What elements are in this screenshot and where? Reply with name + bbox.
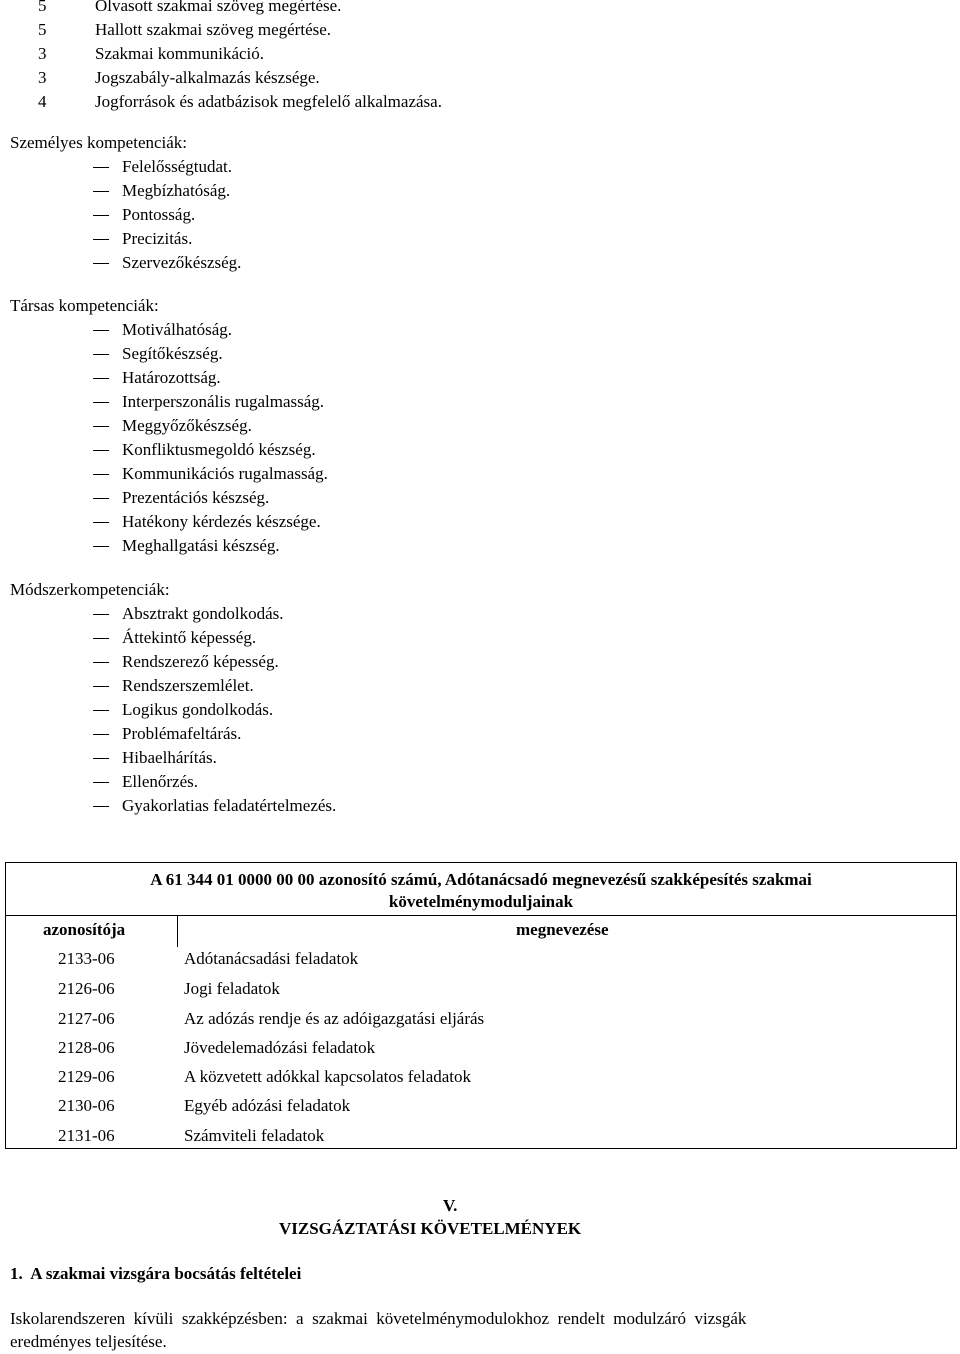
table-cell-name: Jövedelemadózási feladatok xyxy=(184,1038,376,1057)
dash-bullet xyxy=(93,806,109,807)
list-item: Interperszonális rugalmasság. xyxy=(122,392,325,411)
paragraph-line: eredményes teljesítése. xyxy=(10,1332,167,1351)
dash-bullet xyxy=(93,546,109,547)
dash-bullet xyxy=(93,330,109,331)
list-item: Problémafeltárás. xyxy=(122,724,242,743)
dash-bullet xyxy=(93,498,109,499)
dash-bullet xyxy=(93,354,109,355)
section-number: V. xyxy=(443,1196,458,1215)
dash-bullet xyxy=(93,522,109,523)
section-heading: Társas kompetenciák: xyxy=(10,296,159,315)
dash-bullet xyxy=(93,450,109,451)
dash-bullet xyxy=(93,710,109,711)
skill-level: 5 xyxy=(38,0,47,15)
list-item: Áttekintő képesség. xyxy=(122,628,257,647)
list-item: Meghallgatási készség. xyxy=(122,536,280,555)
table-title: A 61 344 01 0000 00 00 azonosító számú, Adótanácsadó megnevezésű szakképesítés szakmai xyxy=(150,870,812,889)
dash-bullet xyxy=(93,191,109,192)
column-header-name: megnevezése xyxy=(516,920,609,939)
table-cell-name: Az adózás rendje és az adóigazgatási eljárás xyxy=(184,1009,485,1028)
dash-bullet xyxy=(93,426,109,427)
column-header-id: azonosítója xyxy=(43,920,126,939)
skill-text: Olvasott szakmai szöveg megértése. xyxy=(95,0,342,15)
paragraph-line: Iskolarendszeren kívüli szakképzésben: a szakmai követelménymodulokhoz rendelt modulzáró vizsgák xyxy=(10,1309,747,1328)
list-item: Hibaelhárítás. xyxy=(122,748,217,767)
dash-bullet xyxy=(93,239,109,240)
table-cell-id: 2127-06 xyxy=(58,1009,115,1028)
dash-bullet xyxy=(93,782,109,783)
list-item: Hatékony kérdezés készsége. xyxy=(122,512,321,531)
dash-bullet xyxy=(93,686,109,687)
list-item: Motiválhatóság. xyxy=(122,320,233,339)
skill-level: 3 xyxy=(38,68,47,87)
dash-bullet xyxy=(93,167,109,168)
dash-bullet xyxy=(93,215,109,216)
dash-bullet xyxy=(93,758,109,759)
list-item: Rendszerszemlélet. xyxy=(122,676,254,695)
list-item: Konfliktusmegoldó készség. xyxy=(122,440,316,459)
list-item: Logikus gondolkodás. xyxy=(122,700,274,719)
table-cell-id: 2133-06 xyxy=(58,949,115,968)
dash-bullet xyxy=(93,662,109,663)
table-cell-id: 2130-06 xyxy=(58,1096,115,1115)
skill-text: Hallott szakmai szöveg megértése. xyxy=(95,20,332,39)
skill-level: 5 xyxy=(38,20,47,39)
table-cell-name: Számviteli feladatok xyxy=(184,1126,325,1145)
table-divider xyxy=(5,915,957,916)
dash-bullet xyxy=(93,638,109,639)
list-item: Prezentációs készség. xyxy=(122,488,270,507)
table-cell-name: Adótanácsadási feladatok xyxy=(184,949,359,968)
skill-text: Jogforrások és adatbázisok megfelelő alkalmazása. xyxy=(95,92,442,111)
list-item: Segítőkészség. xyxy=(122,344,223,363)
table-title-line2: követelménymoduljainak xyxy=(388,892,574,911)
dash-bullet xyxy=(93,402,109,403)
list-item: Rendszerező képesség. xyxy=(122,652,279,671)
skill-text: Szakmai kommunikáció. xyxy=(95,44,265,63)
list-item: Szervezőkészség. xyxy=(122,253,242,272)
section-title: VIZSGÁZTATÁSI KÖVETELMÉNYEK xyxy=(279,1219,582,1238)
table-cell-id: 2126-06 xyxy=(58,979,115,998)
table-cell-id: 2129-06 xyxy=(58,1067,115,1086)
table-cell-name: Jogi feladatok xyxy=(184,979,280,998)
sub-heading: 1. A szakmai vizsgára bocsátás feltételei xyxy=(10,1264,302,1283)
dash-bullet xyxy=(93,474,109,475)
list-item: Absztrakt gondolkodás. xyxy=(122,604,284,623)
dash-bullet xyxy=(93,263,109,264)
list-item: Precizitás. xyxy=(122,229,193,248)
list-item: Gyakorlatias feladatértelmezés. xyxy=(122,796,337,815)
dash-bullet xyxy=(93,734,109,735)
list-item: Meggyőzőkészség. xyxy=(122,416,252,435)
table-cell-name: Egyéb adózási feladatok xyxy=(184,1096,351,1115)
list-item: Ellenőrzés. xyxy=(122,772,198,791)
table-cell-id: 2131-06 xyxy=(58,1126,115,1145)
list-item: Határozottság. xyxy=(122,368,221,387)
list-item: Felelősségtudat. xyxy=(122,157,233,176)
dash-bullet xyxy=(93,614,109,615)
skill-level: 4 xyxy=(38,92,47,111)
skill-text: Jogszabály-alkalmazás készsége. xyxy=(95,68,320,87)
list-item: Pontosság. xyxy=(122,205,196,224)
table-cell-name: A közvetett adókkal kapcsolatos feladatok xyxy=(184,1067,472,1086)
list-item: Megbízhatóság. xyxy=(122,181,231,200)
section-heading: Módszerkompetenciák: xyxy=(10,580,170,599)
skill-level: 3 xyxy=(38,44,47,63)
list-item: Kommunikációs rugalmasság. xyxy=(122,464,328,483)
table-column-divider xyxy=(177,915,178,947)
section-heading: Személyes kompetenciák: xyxy=(10,133,188,152)
table-cell-id: 2128-06 xyxy=(58,1038,115,1057)
dash-bullet xyxy=(93,378,109,379)
